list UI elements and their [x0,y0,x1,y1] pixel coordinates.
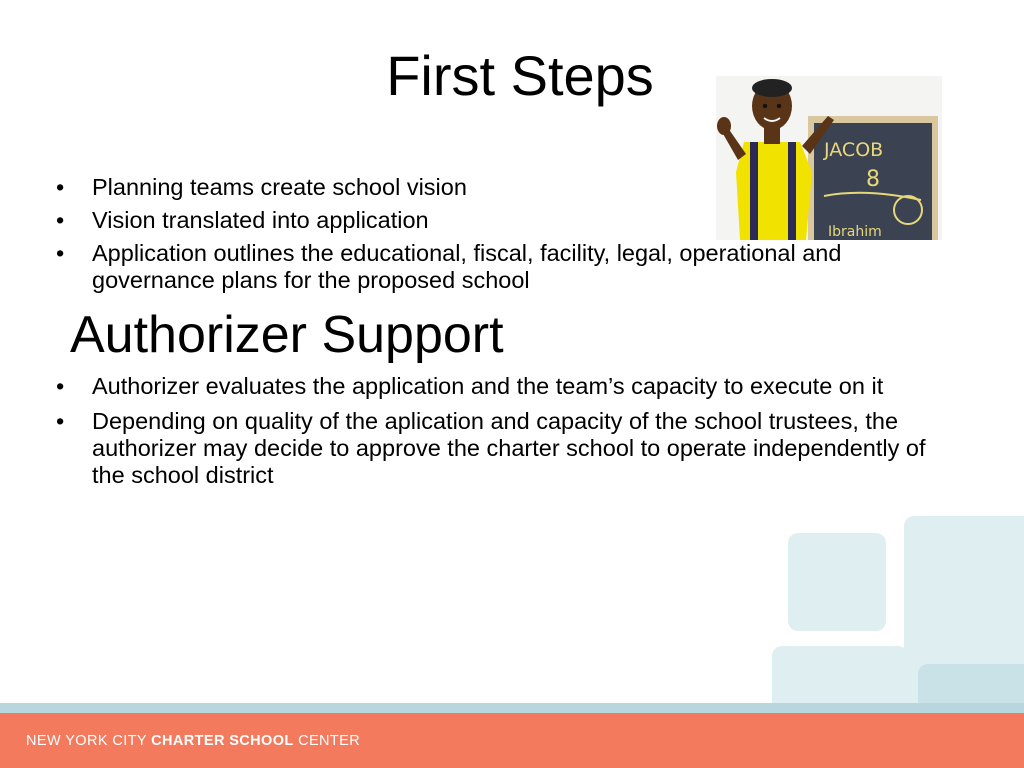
org-name-suffix: CENTER [298,733,361,749]
list-item: • Planning teams create school vision [56,174,956,201]
footer-stripe [0,703,1024,713]
decorative-square [788,533,886,631]
list-item: • Vision translated into application [56,207,956,234]
board-text-friend: Ibrahim [828,224,882,240]
org-name-prefix: NEW YORK CITY [26,733,147,749]
list-item: • Authorizer evaluates the application and the team’s capacity to execute on it [56,373,956,400]
list-item: • Depending on quality of the aplication and capacity of the school trustees, the authorizer may decide to approve the charter school to operate independently of the school district [56,408,956,489]
first-steps-bullet-list [56,174,956,300]
section-subtitle: Authorizer Support [70,306,504,364]
board-text-name: JACOB [824,139,884,161]
authorizer-bullet-list [56,373,956,497]
board-text-age: 8 [866,167,880,192]
slide-title: First Steps [386,44,654,107]
organization-logo-text [26,732,360,750]
list-item: • Application outlines the educational, fiscal, facility, legal, operational and governance plans for the proposed school [56,240,956,294]
org-name-bold: CHARTER SCHOOL [151,733,294,749]
